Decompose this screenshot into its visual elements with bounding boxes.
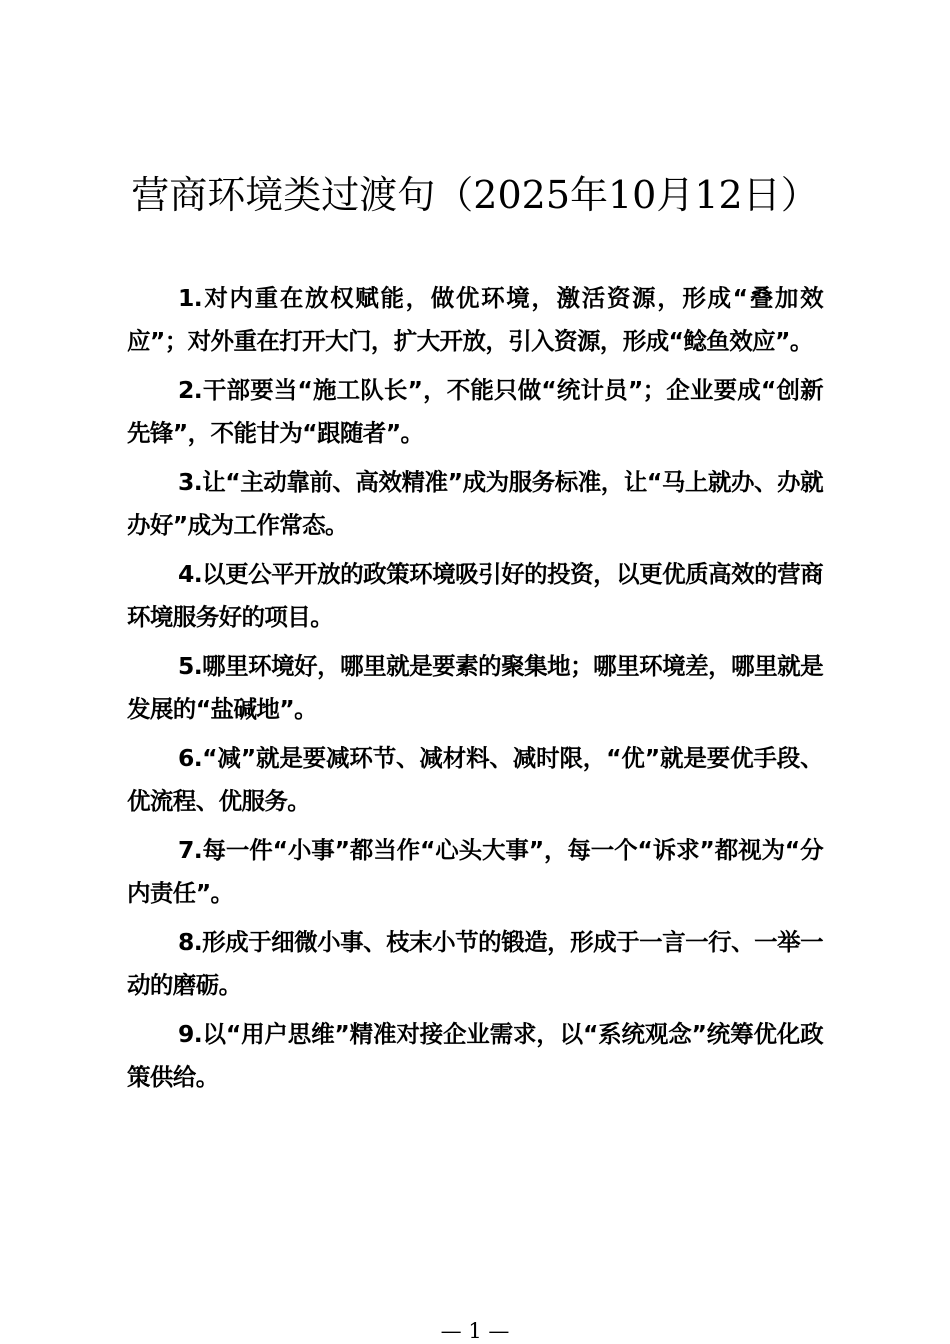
list-item: 2.干部要当“施工队长”，不能只做“统计员”；企业要成“创新先锋”，不能甘为“跟随者”。	[127, 376, 823, 447]
page-number: — 1 —	[440, 1319, 510, 1343]
document-title: 营商环境类过渡句（2025年10月12日）	[131, 173, 819, 217]
list-item: 9.以“用户思维”精准对接企业需求，以“系统观念”统筹优化政策供给。	[127, 1020, 823, 1091]
list-item: 8.形成于细微小事、枝末小节的锻造，形成于一言一行、一举一动的磨砺。	[127, 928, 823, 999]
list-item: 7.每一件“小事”都当作“心头大事”，每一个“诉求”都视为“分内责任”。	[127, 836, 823, 907]
list-item: 6.“减”就是要减环节、减材料、减时限，“优”就是要优手段、优流程、优服务。	[127, 744, 823, 815]
list-item: 4.以更公平开放的政策环境吸引好的投资，以更优质高效的营商环境服务好的项目。	[127, 560, 823, 631]
list-item: 3.让“主动靠前、高效精准”成为服务标准，让“马上就办、办就办好”成为工作常态。	[127, 468, 823, 539]
list-item: 1.对内重在放权赋能，做优环境，激活资源，形成“叠加效应”；对外重在打开大门，扩大开放，引入资源，形成“鲶鱼效应”。	[127, 284, 823, 355]
sentence-list	[127, 277, 823, 1105]
list-item: 5.哪里环境好，哪里就是要素的聚集地；哪里环境差，哪里就是发展的“盐碱地”。	[127, 652, 823, 723]
